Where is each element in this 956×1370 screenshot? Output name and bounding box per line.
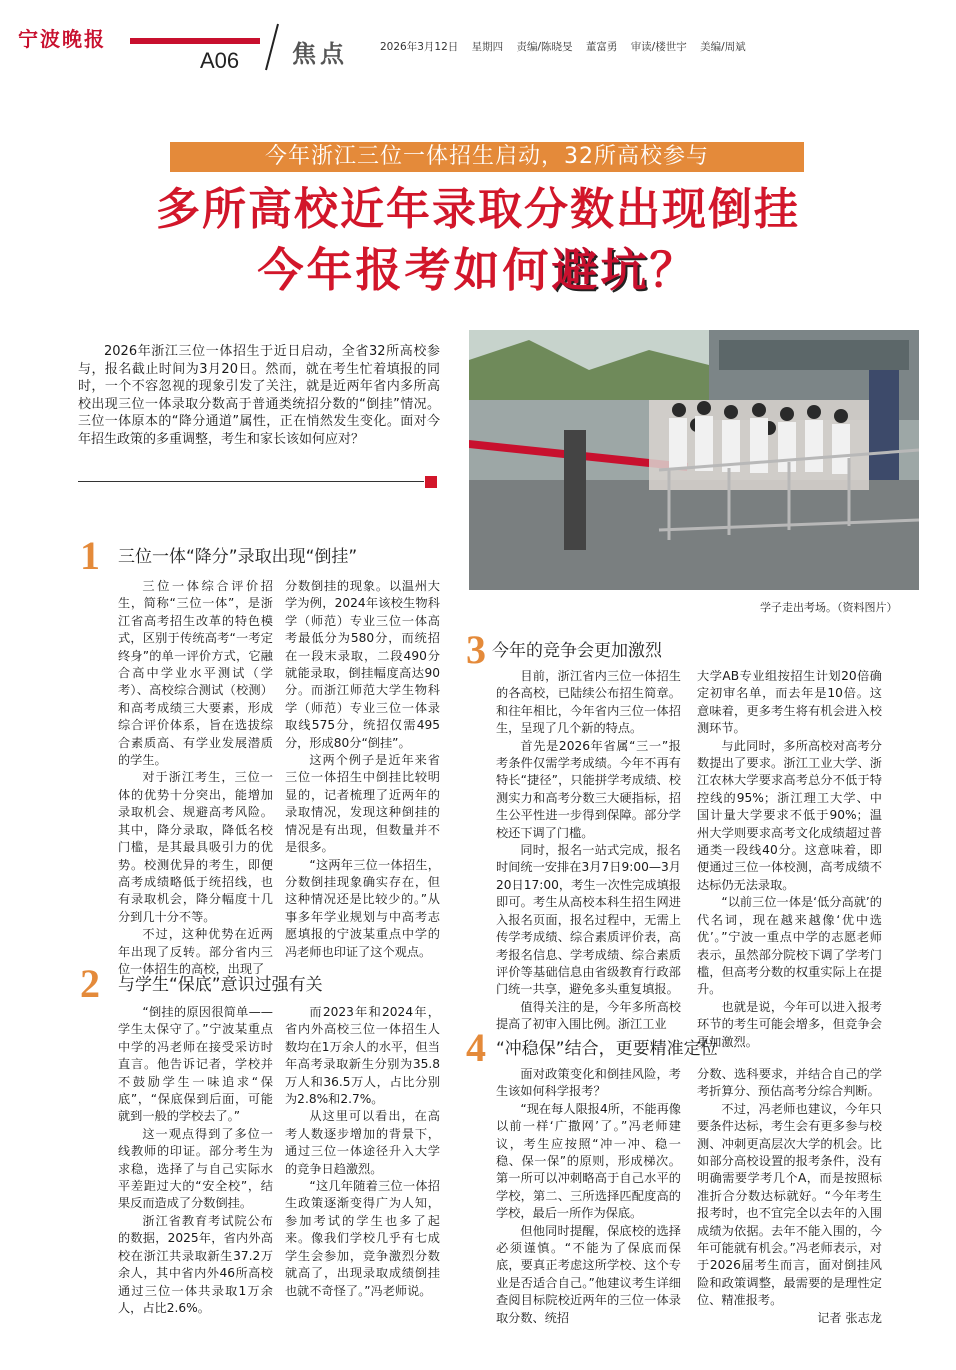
paragraph: 也就是说，今年可以进入报考环节的考生可能会增多，但竞争会更加激烈。 <box>697 999 882 1049</box>
lead-paragraph: 2026年浙江三位一体招生于近日启动，全省32所高校参与，报名截止时间为3月20日。然而，就在考生忙着填报的同时，一个不容忽视的现象引发了关注，就是近两年省内多所高校出现三位一体录取分数高于普通类统招分数的“倒挂”情况。三位一体原本的“降分通道”属性，正在悄然发生变化。面对今年招生政策的多重调整，考生和家长该如何应对？ <box>78 344 440 447</box>
paragraph: 从这里可以看出，在高考人数逐步增加的背景下，通过三位一体途径升入大学的竞争日趋激烈。 <box>285 1109 440 1176</box>
art-editor-credit: 美编/周斌 <box>700 41 746 53</box>
lead-divider-marker <box>425 476 437 488</box>
paragraph: 目前，浙江省内三位一体招生的各高校，已陆续公布招生简章。和往年相比，今年省内三位一体招生，呈现了几个新的特点。 <box>496 669 681 736</box>
paragraph: 分数倒挂的现象。以温州大学为例，2024年该校生物科学（师范）专业三位一体高考最低分为580分，而统招在一段末录取，二段490分就能录取，倒挂幅度高达90分。而浙江师范大学生物科学（师范）专业三位一体录取线575分，统招仅需495分，形成80分“倒挂”。 <box>285 579 440 750</box>
editor-credit: 责编/陈晓旻 <box>516 41 573 53</box>
section-name: 焦点 <box>292 40 348 68</box>
section-3-column-a <box>496 668 681 1034</box>
paragraph: 但他同时提醒，保底校的选择必须谨慎。“不能为了保底而保底，要真正考虑这所学校、这个专业是否适合自己。”他建议考生详细查阅目标院校近两年的三位一体录取分数、统招 <box>496 1223 681 1325</box>
paragraph: 值得关注的是，今年多所高校提高了初审入围比例。浙江工业 <box>496 999 681 1032</box>
section-2-number: 2 <box>80 961 100 1006</box>
paragraph: “以前三位一体是‘低分高就’的代名词，现在越来越像‘优中选优’。”宁波一重点中学的志愿老师表示，虽然部分院校下调了学考门槛，但高考分数的权重实际上在提升。 <box>697 895 882 997</box>
news-photo <box>469 330 919 590</box>
paragraph: 与此同时，多所高校对高考分数提出了要求。浙江工业大学、浙江农林大学要求高考总分不低于特控线的95%；浙江理工大学、中国计量大学要求不低于90%；温州大学则要求高考文化成绩超过普通类一段线40分。这意味着，即便通过三位一体校测，高考成绩不达标仍无法录取。 <box>697 738 882 892</box>
section-2-column-b <box>285 1004 440 1300</box>
designer-credit: 董富勇 <box>585 41 618 53</box>
section-1-column-a <box>118 578 273 978</box>
newspaper-logo: 宁波晚报 <box>18 27 106 51</box>
paragraph: 不过，冯老师也建议，今年只要条件达标，考生会有更多参与校测、冲刺更高层次大学的机会。比如部分高校设置的报考条件，没有明确需要学考几个A，而是按照标准折合分数达标就好。“今年考生报考时，也不宜完全以去年的入围成绩为依据。去年不能入围的，今年可能就有机会。”冯老师表示，对于2026届考生而言，面对倒挂风险和政策调整，最需要的是理性定位、精准报考。 <box>697 1101 882 1308</box>
section-4-number: 4 <box>466 1025 486 1070</box>
section-4-column-b <box>697 1066 882 1327</box>
paragraph: “倒挂的原因很简单——学生太保守了。”宁波某重点中学的冯老师在接受采访时直言。他告诉记者，学校并不鼓励学生一味追求“保底”，“保底保到后面，可能就到一般的学校去了。” <box>118 1005 273 1124</box>
logo-underline-bar <box>130 38 260 44</box>
section-2-column-a <box>118 1004 273 1317</box>
section-3-number: 3 <box>466 627 486 672</box>
paragraph: 这一观点得到了多位一线教师的印证。部分考生为求稳，选择了与自己实际水平差距过大的“安全校”，结果反而造成了分数倒挂。 <box>118 1126 273 1211</box>
paragraph: 分数、选科要求，并结合自己的学考折算分、预估高考分综合判断。 <box>697 1067 882 1099</box>
section-1-column-b <box>285 578 440 961</box>
section-2-title: 与学生“保底”意识过强有关 <box>118 975 323 995</box>
sub-headline-highlight: 避坑 <box>551 243 650 297</box>
paragraph: 而2023年和2024年，省内外高校三位一体招生人数均在1万余人的水平，但当年高考录取新生分别为35.8万人和36.5万人，占比分别为2.8%和2.7%。 <box>285 1005 440 1107</box>
section-4-column-a <box>496 1066 681 1327</box>
page-meta <box>380 39 756 54</box>
paragraph: “现在每人限报4所，不能再像以前一样‘广撒网’了。”冯老师建议，考生应按照“冲一冲、稳一稳、保一保”的原则，形成梯次。第一所可以冲刺略高于自己水平的学校，第二、三所选择匹配度高的学校，最后一所作为保底。 <box>496 1101 681 1221</box>
headline-banner: 今年浙江三位一体招生启动，32所高校参与 <box>170 142 804 172</box>
paragraph: 浙江省教育考试院公布的数据，2025年，省内外高校在浙江共录取新生37.2万余人，其中省内外46所高校通过三位一体共录取1万余人，占比2.6%。 <box>118 1213 273 1315</box>
header-divider-slash <box>262 22 282 72</box>
paragraph: 同时，报名一站式完成，报名时间统一安排在3月7日9:00—3月20日17:00，考生一次性完成填报即可。考生从高校本科生招生网进入报名页面，报名过程中，无需上传学考成绩、综合素质评价表，高考报名信息、学考成绩、综合素质评价等基础信息由省级教育行政部门统一共享，避免多头重复填报。 <box>496 843 681 997</box>
paragraph: 不过，这种优势在近两年出现了反转。部分省内三位一体招生的高校，出现了 <box>118 927 273 976</box>
photo-caption: 学子走出考场。（资料图片） <box>760 601 898 614</box>
byline: 记者 张志龙 <box>817 1310 882 1325</box>
lead-divider <box>78 481 424 482</box>
sub-headline <box>0 240 956 300</box>
page-number: A06 <box>200 48 240 73</box>
main-headline: 多所高校近年录取分数出现倒挂 <box>156 184 800 235</box>
paragraph: 三位一体综合评价招生，简称“三位一体”，是浙江省高考招生改革的特色模式，区别于传统高考“一考定终身”的单一评价方式，它融合高中学业水平测试（学考）、高校综合测试（校测）和高考成绩三大要素，形成综合评价体系，旨在选拔综合素质高、有学业发展潜质的学生。 <box>118 579 273 768</box>
paragraph: 面对政策变化和倒挂风险，考生该如何科学报考？ <box>496 1067 681 1099</box>
paragraph: 大学AB专业组按招生计划20倍确定初审名单，而去年是10倍。这意味着，更多考生将有机会进入校测环节。 <box>697 669 882 736</box>
paragraph: “这几年随着三位一体招生政策逐渐变得广为人知，参加考试的学生也多了起来。像我们学校几乎有七成学生会参加，竞争激烈分数就高了，出现录取成绩倒挂也就不奇怪了。”冯老师说。 <box>285 1179 440 1298</box>
paragraph: 对于浙江考生，三位一体的优势十分突出，能增加录取机会、规避高考风险。其中，降分录取，降低名校门槛，是其最具吸引力的优势。校测优异的考生，即便高考成绩略低于统招线，也有录取机会，降分幅度十几分到几十分不等。 <box>118 770 273 924</box>
paragraph: “这两年三位一体招生，分数倒挂现象确实存在，但这种情况还是比较少的。”从事多年学业规划与中高考志愿填报的宁波某重点中学的冯老师也印证了这个观点。 <box>285 857 440 959</box>
issue-weekday: 星期四 <box>471 41 504 53</box>
section-4-title: “冲稳保”结合，更要精准定位 <box>496 1039 718 1059</box>
sub-headline-prefix: 今年报考如何 <box>257 243 552 297</box>
sub-headline-suffix: ？ <box>649 243 699 297</box>
proofreader-credit: 审读/楼世宇 <box>630 41 687 53</box>
section-1-number: 1 <box>80 533 100 578</box>
issue-date: 2026年3月12日 <box>380 41 459 53</box>
paragraph: 这两个例子是近年来省三位一体招生中倒挂比较明显的，记者梳理了近两年的录取情况，发现这种倒挂的情况是有出现，但数量并不是很多。 <box>285 753 440 855</box>
paragraph: 首先是2026年省属“三一”报考条件仅需学考成绩。今年不再有特长“捷径”，只能拼学考成绩、校测实力和高考分数三大硬指标，招生公平性进一步得到保障。部分学校还下调了门槛。 <box>496 738 681 840</box>
section-3-title: 今年的竞争会更加激烈 <box>492 641 662 661</box>
section-1-title: 三位一体“降分”录取出现“倒挂” <box>118 547 358 567</box>
section-3-column-b <box>697 668 882 1051</box>
